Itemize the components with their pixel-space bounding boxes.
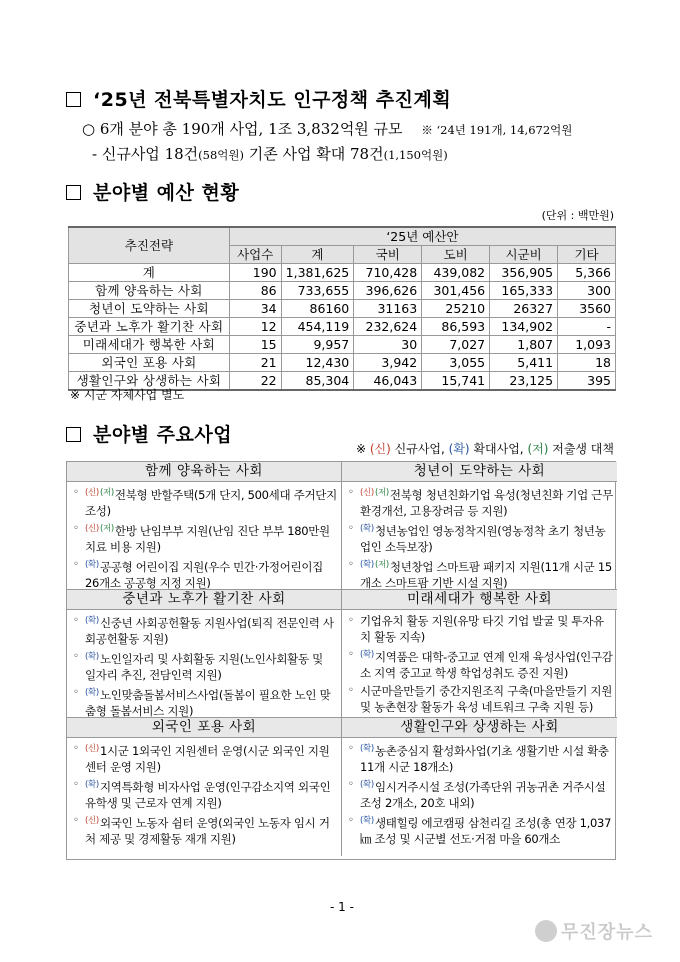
table-row xyxy=(69,318,616,336)
bullet-icon: ◦ xyxy=(73,651,79,662)
cell-total: 454,119 xyxy=(281,318,354,336)
cell-province: 86,593 xyxy=(422,318,490,336)
bullet-icon: ◦ xyxy=(348,815,354,826)
item-body xyxy=(85,685,337,718)
summary-main: ○ 6개 분야 총 190개 사업, 1조 3,832억원 규모 xyxy=(82,120,403,138)
category-items xyxy=(67,610,342,718)
bullet-icon: ◦ xyxy=(348,523,354,534)
list-item xyxy=(73,813,337,847)
cell-city: 5,411 xyxy=(490,354,558,372)
category-header: 외국인 포용 사회 xyxy=(67,718,342,738)
col-national: 국비 xyxy=(354,246,422,264)
cell-national: 710,428 xyxy=(354,264,422,282)
item-body xyxy=(360,613,613,645)
list-item xyxy=(348,741,613,775)
cell-other: 5,366 xyxy=(558,264,616,282)
cell-national: 46,043 xyxy=(354,372,422,391)
item-body xyxy=(85,613,337,647)
cell-total: 733,655 xyxy=(281,282,354,300)
item-body xyxy=(360,777,613,811)
list-item xyxy=(73,557,337,590)
item-body xyxy=(360,741,613,775)
bullet-icon: ◦ xyxy=(73,687,79,698)
item-tag: (신) xyxy=(85,744,99,754)
col-other: 기타 xyxy=(558,246,616,264)
list-item xyxy=(348,647,613,681)
item-body xyxy=(360,485,613,519)
table-row xyxy=(69,354,616,372)
row-name: 중년과 노후가 활기찬 사회 xyxy=(69,318,230,336)
list-item xyxy=(73,613,337,647)
checkbox-square-icon xyxy=(66,185,81,200)
cell-other: 18 xyxy=(558,354,616,372)
cell-total: 86160 xyxy=(281,300,354,318)
table-row xyxy=(69,336,616,354)
cell-national: 31163 xyxy=(354,300,422,318)
category-header: 함께 양육하는 사회 xyxy=(67,462,342,482)
cell-city: 356,905 xyxy=(490,264,558,282)
item-text: 시군마을만들기 중간지원조직 구축(마을만들기 지원 및 농촌현장 활동가 육성 네트워크 구축 지원 등) xyxy=(360,684,613,714)
budget-table xyxy=(68,226,616,391)
bullet-icon: ◦ xyxy=(348,559,354,570)
bullet-icon: ◦ xyxy=(73,815,79,826)
item-tag: (확) xyxy=(360,816,374,826)
item-tag: (저) xyxy=(99,524,114,534)
item-text: 신중년 사회공헌활동 지원사업(퇴직 전문인력 사회공헌활동 지원) xyxy=(85,616,334,646)
cell-other: 300 xyxy=(558,282,616,300)
category-items xyxy=(342,610,617,718)
row-name: 생활인구와 상생하는 사회 xyxy=(69,372,230,391)
col-total: 계 xyxy=(281,246,354,264)
cell-city: 26327 xyxy=(490,300,558,318)
table-row xyxy=(69,300,616,318)
item-tag: (확) xyxy=(85,616,99,626)
watermark-logo-icon xyxy=(535,920,557,942)
cell-other: 1,093 xyxy=(558,336,616,354)
list-item xyxy=(73,649,337,683)
section3-title: 분야별 주요사업 xyxy=(93,424,233,446)
col-province: 도비 xyxy=(422,246,490,264)
list-item xyxy=(348,777,613,811)
cell-province: 7,027 xyxy=(422,336,490,354)
item-text: 지역품은 대학-중고교 연계 인재 육성사업(인구감소 지역 중고교 학생 학업성취도 증진 지원) xyxy=(360,650,613,680)
section3-title-row xyxy=(66,420,232,447)
cell-other: 3560 xyxy=(558,300,616,318)
item-text: 전북형 청년친화기업 육성(청년친화 기업 근무환경개선, 고용장려금 등 지원) xyxy=(360,488,613,518)
item-tag: (확) xyxy=(360,560,374,570)
cell-city: 134,902 xyxy=(490,318,558,336)
item-body xyxy=(85,521,337,555)
page-number: - 1 - xyxy=(330,900,354,914)
list-item xyxy=(348,485,613,519)
legend-lowbirth-text: 저출생 대책 xyxy=(548,442,614,456)
cell-count: 15 xyxy=(229,336,281,354)
cell-total: 9,957 xyxy=(281,336,354,354)
category-header: 미래세대가 행복한 사회 xyxy=(342,590,617,610)
legend-expand-tag: (확) xyxy=(448,442,470,456)
legend-expand-text: 확대사업, xyxy=(469,442,528,456)
cell-total: 1,381,625 xyxy=(281,264,354,282)
bullet-icon: ◦ xyxy=(348,487,354,498)
cell-other: - xyxy=(558,318,616,336)
item-tag: (확) xyxy=(360,780,374,790)
section2-title-row xyxy=(66,178,239,205)
item-body xyxy=(360,683,613,715)
item-tag: (저) xyxy=(374,560,389,570)
row-name: 외국인 포용 사회 xyxy=(69,354,230,372)
expanded-projects: 기존 사업 확대 78건 xyxy=(243,145,384,163)
item-text: 농촌중심지 활성화사업(기초 생활기반 시설 확충 11개 시군 18개소) xyxy=(360,744,609,774)
category-items xyxy=(342,738,617,856)
expanded-projects-amount: (1,150억원) xyxy=(383,148,448,162)
legend-prefix: ※ xyxy=(356,442,370,456)
item-text: 공공형 어린이집 지원(우수 민간·가정어린이집 26개소 공공형 지정 지원) xyxy=(85,560,323,590)
budget-footnote: ※ 시군 자체사업 별도 xyxy=(70,388,185,402)
bullet-icon: ◦ xyxy=(73,487,79,498)
new-projects: - 신규사업 18건 xyxy=(92,145,199,163)
bullet-icon: ◦ xyxy=(73,743,79,754)
row-name: 청년이 도약하는 사회 xyxy=(69,300,230,318)
cell-count: 34 xyxy=(229,300,281,318)
list-item xyxy=(348,557,613,590)
item-tag: (확) xyxy=(85,688,99,698)
list-item xyxy=(73,521,337,555)
section2-title: 분야별 예산 현황 xyxy=(93,182,240,204)
list-item xyxy=(348,683,613,715)
category-header: 청년이 도약하는 사회 xyxy=(342,462,617,482)
legend-new-text: 신규사업, xyxy=(390,442,449,456)
list-item xyxy=(73,485,337,519)
list-item xyxy=(348,613,613,645)
item-tag: (신) xyxy=(85,816,99,826)
watermark xyxy=(535,918,653,944)
cell-count: 22 xyxy=(229,372,281,391)
list-item xyxy=(73,685,337,718)
checkbox-square-icon xyxy=(66,92,81,107)
cell-city: 1,807 xyxy=(490,336,558,354)
item-text: 임시거주시설 조성(가족단위 귀농귀촌 거주시설 조성 2개소, 20호 내외) xyxy=(360,780,606,810)
item-body xyxy=(85,741,337,775)
item-body xyxy=(85,813,337,847)
category-items xyxy=(67,738,342,856)
col-count: 사업수 xyxy=(229,246,281,264)
bullet-icon: ◦ xyxy=(73,523,79,534)
bullet-icon: ◦ xyxy=(348,779,354,790)
item-text: 한방 난임부부 지원(난임 진단 부부 180만원 치료 비용 지원) xyxy=(85,524,330,554)
summary-line-2 xyxy=(92,143,448,164)
item-text: 청년농업인 영농정착지원(영농정착 초기 청년농업인 소득보장) xyxy=(360,524,606,554)
cell-national: 3,942 xyxy=(354,354,422,372)
unit-label: (단위 : 백만원) xyxy=(541,209,614,222)
item-body xyxy=(85,777,337,811)
bullet-icon: ◦ xyxy=(73,779,79,790)
cell-total: 12,430 xyxy=(281,354,354,372)
checkbox-square-icon xyxy=(66,427,81,442)
table-row xyxy=(69,264,616,282)
cell-city: 165,333 xyxy=(490,282,558,300)
item-body xyxy=(85,649,337,683)
list-item xyxy=(73,777,337,811)
item-tag: (확) xyxy=(85,780,99,790)
cell-total: 85,304 xyxy=(281,372,354,391)
legend-new-tag: (신) xyxy=(369,442,391,456)
item-text: 외국인 노동자 쉼터 운영(외국인 노동자 임시 거처 제공 및 경제활동 재개 지원) xyxy=(85,816,330,846)
item-tag: (확) xyxy=(360,744,374,754)
cell-province: 25210 xyxy=(422,300,490,318)
watermark-text: 무진장뉴스 xyxy=(561,922,653,943)
cell-province: 3,055 xyxy=(422,354,490,372)
item-tag: (신) xyxy=(85,488,99,498)
item-text: 청년창업 스마트팜 패키지 지원(11개 시군 15개소 스마트팜 기반 시설 지원) xyxy=(360,560,612,590)
item-text: 전북형 반할주택(5개 단지, 500세대 주거단지 조성) xyxy=(85,488,337,518)
bullet-icon: ◦ xyxy=(348,649,354,660)
row-name: 함께 양육하는 사회 xyxy=(69,282,230,300)
bullet-icon: ◦ xyxy=(348,685,354,696)
item-text: 노인일자리 및 사회활동 지원(노인사회활동 및 일자리 추진, 전담인력 지원) xyxy=(85,652,323,682)
bullet-icon: ◦ xyxy=(73,559,79,570)
cell-national: 396,626 xyxy=(354,282,422,300)
item-tag: (확) xyxy=(360,524,374,534)
item-body xyxy=(360,557,613,590)
cell-province: 439,082 xyxy=(422,264,490,282)
category-header: 중년과 노후가 활기찬 사회 xyxy=(67,590,342,610)
item-tag: (확) xyxy=(85,652,99,662)
bullet-icon: ◦ xyxy=(348,615,354,626)
cell-count: 21 xyxy=(229,354,281,372)
item-tag: (저) xyxy=(374,488,389,498)
list-item xyxy=(73,741,337,775)
summary-line-1 xyxy=(82,118,572,139)
item-tag: (확) xyxy=(360,650,374,660)
table-row xyxy=(69,282,616,300)
category-items xyxy=(67,482,342,590)
budget-header-row-1 xyxy=(69,227,616,246)
summary-note: ※ ‘24년 191개, 14,672억원 xyxy=(421,123,573,137)
item-text: 지역특화형 비자사업 운영(인구감소지역 외국인 유학생 및 근로자 연계 지원) xyxy=(85,780,331,810)
category-items xyxy=(342,482,617,590)
legend-lowbirth-tag: (저) xyxy=(527,442,549,456)
cell-province: 15,741 xyxy=(422,372,490,391)
new-projects-amount: (58억원) xyxy=(198,148,244,162)
header-strategy: 추진전략 xyxy=(69,227,230,264)
header-budget: ‘25년 예산안 xyxy=(229,227,615,246)
list-item xyxy=(348,521,613,555)
cell-count: 86 xyxy=(229,282,281,300)
item-tag: (신) xyxy=(360,488,374,498)
section1-title: ‘25년 전북특별자치도 인구정책 추진계획 xyxy=(93,89,452,111)
item-body xyxy=(85,557,337,590)
legend xyxy=(356,440,614,457)
bullet-icon: ◦ xyxy=(73,615,79,626)
row-name: 계 xyxy=(69,264,230,282)
item-text: 기업유치 활동 지원(유망 타깃 기업 발굴 및 투자유치 활동 지속) xyxy=(360,614,604,644)
item-text: 생태힐링 에코캠핑 삼천리길 조성(총 연장 1,037㎞ 조성 및 시군별 선도·거점 마을 60개소 xyxy=(360,816,612,846)
item-body xyxy=(360,813,613,847)
item-tag: (신) xyxy=(85,524,99,534)
item-body xyxy=(360,647,613,681)
cell-province: 301,456 xyxy=(422,282,490,300)
cell-city: 23,125 xyxy=(490,372,558,391)
cell-count: 12 xyxy=(229,318,281,336)
col-city: 시군비 xyxy=(490,246,558,264)
item-tag: (확) xyxy=(85,560,99,570)
item-text: 노인맞춤돌봄서비스사업(돌봄이 필요한 노인 맞춤형 돌봄서비스 지원) xyxy=(85,688,331,718)
item-text: 1시군 1외국인 지원센터 운영(시군 외국인 지원센터 운영 지원) xyxy=(85,744,330,774)
cell-count: 190 xyxy=(229,264,281,282)
item-body xyxy=(360,521,613,555)
bullet-icon: ◦ xyxy=(348,743,354,754)
row-name: 미래세대가 행복한 사회 xyxy=(69,336,230,354)
list-item xyxy=(348,813,613,847)
category-header: 생활인구와 상생하는 사회 xyxy=(342,718,617,738)
cell-other: 395 xyxy=(558,372,616,391)
cell-national: 30 xyxy=(354,336,422,354)
item-tag: (저) xyxy=(99,488,114,498)
programs-table xyxy=(66,461,616,860)
cell-national: 232,624 xyxy=(354,318,422,336)
section1-title-row xyxy=(66,85,451,112)
item-body xyxy=(85,485,337,519)
